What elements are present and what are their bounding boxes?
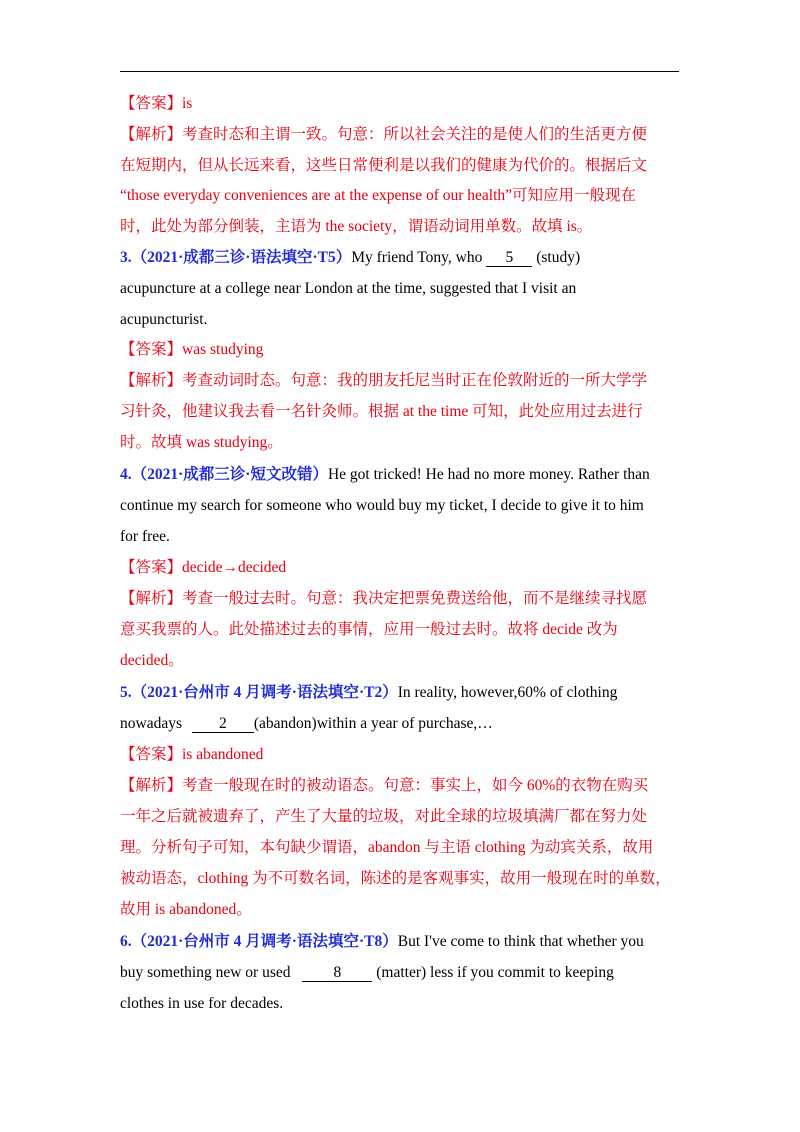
- question-3: [120, 248, 580, 268]
- analysis-line: 【解析】考查动词时态。句意：我的朋友托尼当时正在伦敦附近的一所大学学: [120, 372, 648, 389]
- analysis-line: “those everyday conveniences are at the expense of our health”可知应用一般现在: [120, 187, 637, 204]
- analysis-line: 习针灸，他建议我去看一名针灸师。根据 at the time 可知，此处应用过去进行: [120, 403, 643, 420]
- question-4: [120, 465, 650, 485]
- answer-line: 【答案】was studying: [120, 341, 264, 358]
- question-source: （2021·台州市 4 月调考·语法填空·T8）: [131, 933, 398, 950]
- answer-blank: 5: [486, 249, 532, 267]
- answer-line: 【答案】is abandoned: [120, 746, 264, 763]
- analysis-line: 故用 is abandoned。: [120, 901, 252, 918]
- question-5: [120, 683, 617, 703]
- analysis-line: 时。故填 was studying。: [120, 434, 283, 451]
- analysis-line: 在短期内，但从长远来看，这些日常便利是以我们的健康为代价的。根据后文: [120, 157, 648, 174]
- analysis-line: 理。分析句子可知，本句缺少谓语，abandon 与主语 clothing 为动宾关系，故用: [120, 839, 654, 856]
- answer-line: 【答案】decide→decided: [120, 559, 287, 576]
- answer-blank: 8: [302, 964, 372, 982]
- question-text: My friend Tony, who: [351, 249, 483, 266]
- question-number: 4.: [120, 466, 132, 483]
- question-6: [120, 932, 644, 952]
- question-text: acupuncture at a college near London at the time, suggested that I visit an: [120, 280, 577, 297]
- question-source: （2021·成都三诊·短文改错）: [131, 466, 328, 483]
- answer-blank: 2: [192, 715, 254, 733]
- question-6-line-2: [120, 963, 614, 983]
- question-text: acupuncturist.: [120, 311, 208, 328]
- question-source: （2021·台州市 4 月调考·语法填空·T2）: [131, 684, 398, 701]
- question-text: nowadays: [120, 715, 186, 732]
- question-number: 5.: [120, 684, 132, 701]
- question-text: for free.: [120, 528, 170, 545]
- analysis-line: 【解析】考查一般过去时。句意：我决定把票免费送给他，而不是继续寻找愿: [120, 590, 648, 607]
- analysis-line: 一年之后就被遗弃了，产生了大量的垃圾，对此全球的垃圾填满厂都在努力处: [120, 808, 648, 825]
- analysis-line: decided。: [120, 652, 184, 669]
- question-text: (study): [532, 249, 581, 266]
- question-text: He got tricked! He had no more money. Rather than: [327, 466, 650, 483]
- question-source: （2021·成都三诊·语法填空·T5）: [131, 249, 352, 266]
- analysis-line: 【解析】考查时态和主谓一致。句意：所以社会关注的是使人们的生活更方便: [120, 126, 648, 143]
- question-text: continue my search for someone who would buy my ticket, I decide to give it to him: [120, 497, 644, 514]
- question-text: (abandon)within a year of purchase,…: [253, 715, 493, 732]
- question-text: buy something new or used: [120, 964, 295, 981]
- analysis-line: 【解析】考查一般现在时的被动语态。句意：事实上，如今 60%的衣物在购买: [120, 777, 649, 794]
- question-5-line-2: [120, 714, 493, 734]
- analysis-line: 被动语态，clothing 为不可数名词，陈述的是客观事实，故用一般现在时的单数，: [120, 870, 671, 887]
- question-text: (matter) less if you commit to keeping: [372, 964, 614, 981]
- question-text: But I've come to think that whether you: [397, 933, 644, 950]
- question-number: 3.: [120, 249, 132, 266]
- question-number: 6.: [120, 933, 132, 950]
- analysis-line: 意买我票的人。此处描述过去的事情，应用一般过去时。故将 decide 改为: [120, 621, 618, 638]
- analysis-line: 时，此处为部分倒装，主语为 the society，谓语动词用单数。故填 is。: [120, 218, 593, 235]
- question-text: In reality, however,60% of clothing: [397, 684, 618, 701]
- question-text: clothes in use for decades.: [120, 995, 284, 1012]
- header-rule: [120, 71, 679, 72]
- answer-line: 【答案】is: [120, 95, 193, 112]
